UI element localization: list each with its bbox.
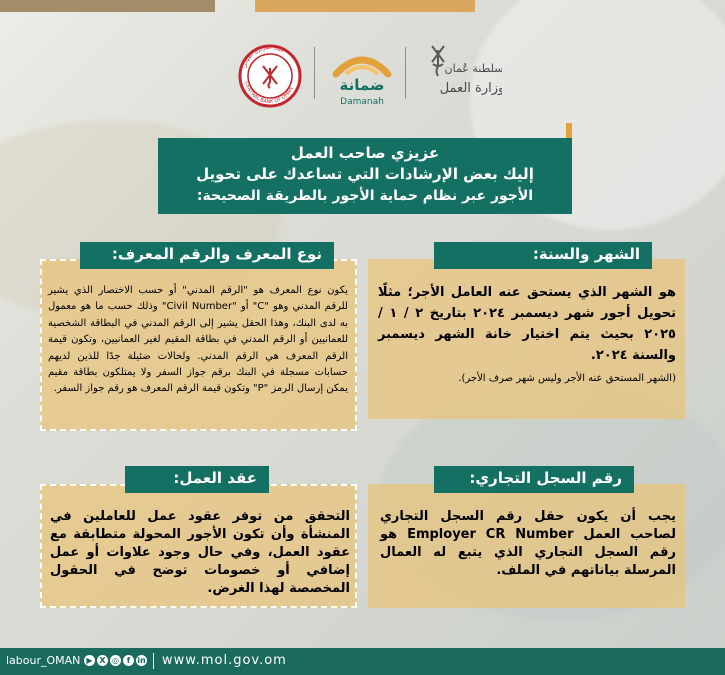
- card-contract-heading: عقد العمل:: [125, 466, 269, 493]
- svg-text:ضمانة: ضمانة: [339, 76, 385, 94]
- card-month-year-heading: الشهر والسنة:: [434, 242, 652, 269]
- damanah-logo: [322, 40, 402, 110]
- youtube-icon[interactable]: ▶: [84, 655, 95, 666]
- footer-divider: [153, 653, 154, 669]
- instagram-icon[interactable]: ◎: [110, 655, 121, 666]
- card-cr-number-heading: رقم السجل التجاري:: [434, 466, 634, 493]
- title-box: [158, 138, 572, 214]
- title-subheading-cont: الأجور عبر نظام حماية الأجور بالطريقة الصحيحة:: [196, 188, 534, 204]
- x-icon[interactable]: X: [97, 655, 108, 666]
- svg-text:البنك المركزي العماني: البنك المركزي العماني: [241, 44, 285, 69]
- svg-text:وزارة العمل: وزارة العمل: [439, 81, 502, 96]
- logo-divider: [405, 47, 406, 99]
- card-month-year-note: (الشهر المستحق عنه الأجر وليس شهر صرف الأجر).: [458, 373, 676, 384]
- card-id-type-body: يكون نوع المعرف هو "الرقم المدني" أو حسب الاختصار الذي يشير للرقم المدني وهو "C" أو "Civil Number" وذلك حسب ما هو معمول به لدى البنك، وهذا الحقل يشير إلى الرقم المدني في البطاقة الشخصية للعمانيين أو الرقم المدني في بطاقة المقيم لغير العمانيين، وتكون قيمة الرقم المعرف هي الرقم المدني. ولحالات ضئيلة جدًا للذين لديهم حسابات مسجلة في البنك برقم جواز السفر ولا يمتلكون بطاقة مقيم يمكن إرسال الرمز "P" وتكون قيمة الرقم المعرف هو رقم جواز السفر.: [48, 285, 348, 395]
- card-contract-body: التحقق من توفر عقود عمل للعاملين في المنشأة وأن تكون الأجور المحولة متطابقة مع عقود العمل، وفي حال وجود علاوات أو عمل إضافي أو خصومات توضح في الحقول المخصصة لهذا الغرض.: [50, 509, 350, 596]
- website-link[interactable]: www.mol.gov.om: [162, 653, 287, 668]
- title-greeting: عزيزي صاحب العمل: [290, 144, 440, 162]
- svg-text:سلطنة عُمان: سلطنة عُمان: [444, 62, 502, 75]
- card-month-year-body: هو الشهر الذي يستحق عنه العامل الأجر؛ مثلًا تحويل أجور شهر ديسمبر ٢٠٢٤ بتاريخ ٢ / ١ / ٢٠٢٥ بحيث يتم اختيار خانة الشهر ديسمبر والسنة ٢٠٢٤.: [378, 285, 676, 363]
- ministry-of-labour-logo: [412, 40, 502, 110]
- facebook-icon[interactable]: f: [123, 655, 134, 666]
- svg-text:Damanah: Damanah: [340, 97, 384, 107]
- linkedin-icon[interactable]: in: [137, 656, 146, 665]
- svg-text:CENTRAL BANK OF OMAN: CENTRAL BANK OF OMAN: [243, 81, 295, 106]
- social-handle[interactable]: labour_OMAN: [6, 654, 81, 667]
- logo-divider: [314, 47, 315, 99]
- title-subheading: إليك بعض الإرشادات التي تساعدك على تحويل: [196, 165, 534, 183]
- card-cr-number-body: يجب أن يكون حقل رقم السجل التجاري لصاحب العمل Employer CR Number هو رقم السجل التجاري الذي يتبع له العمال المرسلة بياناتهم في الملف.: [380, 509, 676, 578]
- footer-bar: [0, 648, 725, 675]
- central-bank-of-oman-logo: [235, 38, 305, 118]
- top-accent-bar: [255, 0, 475, 12]
- card-id-type-heading: نوع المعرف والرقم المعرف:: [80, 242, 334, 269]
- top-decor-bar: [0, 0, 215, 12]
